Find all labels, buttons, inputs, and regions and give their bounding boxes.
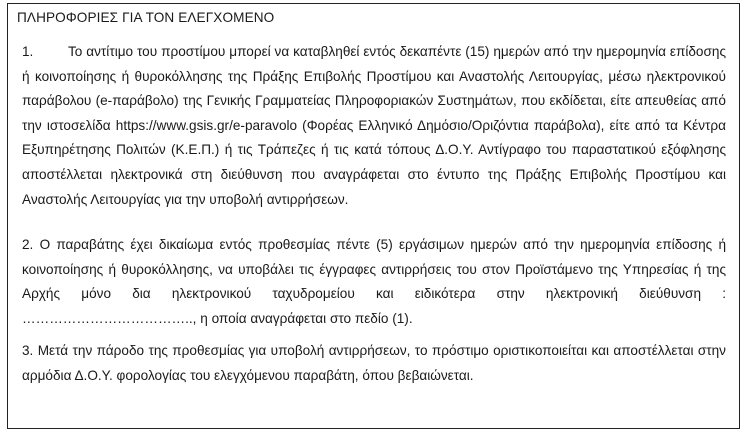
paragraph-3-text: Μετά την πάροδο της προθεσμίας για υποβολή αντιρρήσεων, το πρόστιμο οριστικοποιείται και αποστέλλεται στην αρμόδια Δ.Ο.Υ. φορολογίας του ελεγχόμενου παραβάτη, όπου βεβαιώνεται. (22, 343, 726, 383)
paragraph-1-text: Το αντίτιμο του προστίμου μπορεί να καταβληθεί εντός δεκαπέντε (15) ημερών από την ημερομηνία επίδοσης ή κοινοποίησης ή θυροκόλλησης της Πράξης Επιβολής Προστίμου και Αναστολής Λειτουργίας, μέσω ηλεκτρονικού παράβολου (e-παράβολο) της Γενικής Γραμματείας Πληροφοριακών Συστημάτων, που εκδίδεται, είτε απευθείας από την ιστοσελίδα https://www.gsis.gr/e-paravolo (Φορέας Ελληνικό Δημόσιο/Οριζόντια παράβολα), είτε από τα Κέντρα Εξυπηρέτησης Πολιτών (Κ.Ε.Π.) ή τις Τράπεζες ή τις κατά τόπους Δ.Ο.Υ. Αντίγραφο του παραστατικού εξόφλησης αποστέλλεται ηλεκτρονικά στη διεύθυνση που αναγράφεται στο έντυπο της Πράξης Επιβολής Προστίμου και Αναστολής Λειτουργίας για την υποβολή αντιρρήσεων. (22, 44, 726, 207)
paragraph-1-number: 1. (22, 44, 34, 59)
paragraph-1 (22, 40, 726, 212)
section-heading: ΠΛΗΡΟΦΟΡΙΕΣ ΓΙΑ ΤΟΝ ΕΛΕΓΧΟΜΕΝΟ (17, 10, 275, 25)
paragraph-3 (22, 339, 726, 388)
paragraph-3-number: 3. (22, 343, 34, 358)
paragraph-2-text: Ο παραβάτης έχει δικαίωμα εντός προθεσμίας πέντε (5) εργάσιμων ημερών από την ημερομηνία επίδοσης ή κοινοποίησης ή θυροκόλλησης, να υποβάλει τις έγγραφες αντιρρήσεις του στον Προϊστάμενο της Υπηρεσίας ή της Αρχής μόνο δια ηλεκτρονικού ταχυδρομείου και ειδικότερα στην ηλεκτρονική διεύθυνση : ……………………………….., η οποία αναγράφεται στο πεδίο (1). (22, 237, 727, 326)
info-box (7, 3, 740, 429)
paragraph-2-number: 2. (22, 237, 34, 252)
paragraph-2 (22, 233, 726, 331)
